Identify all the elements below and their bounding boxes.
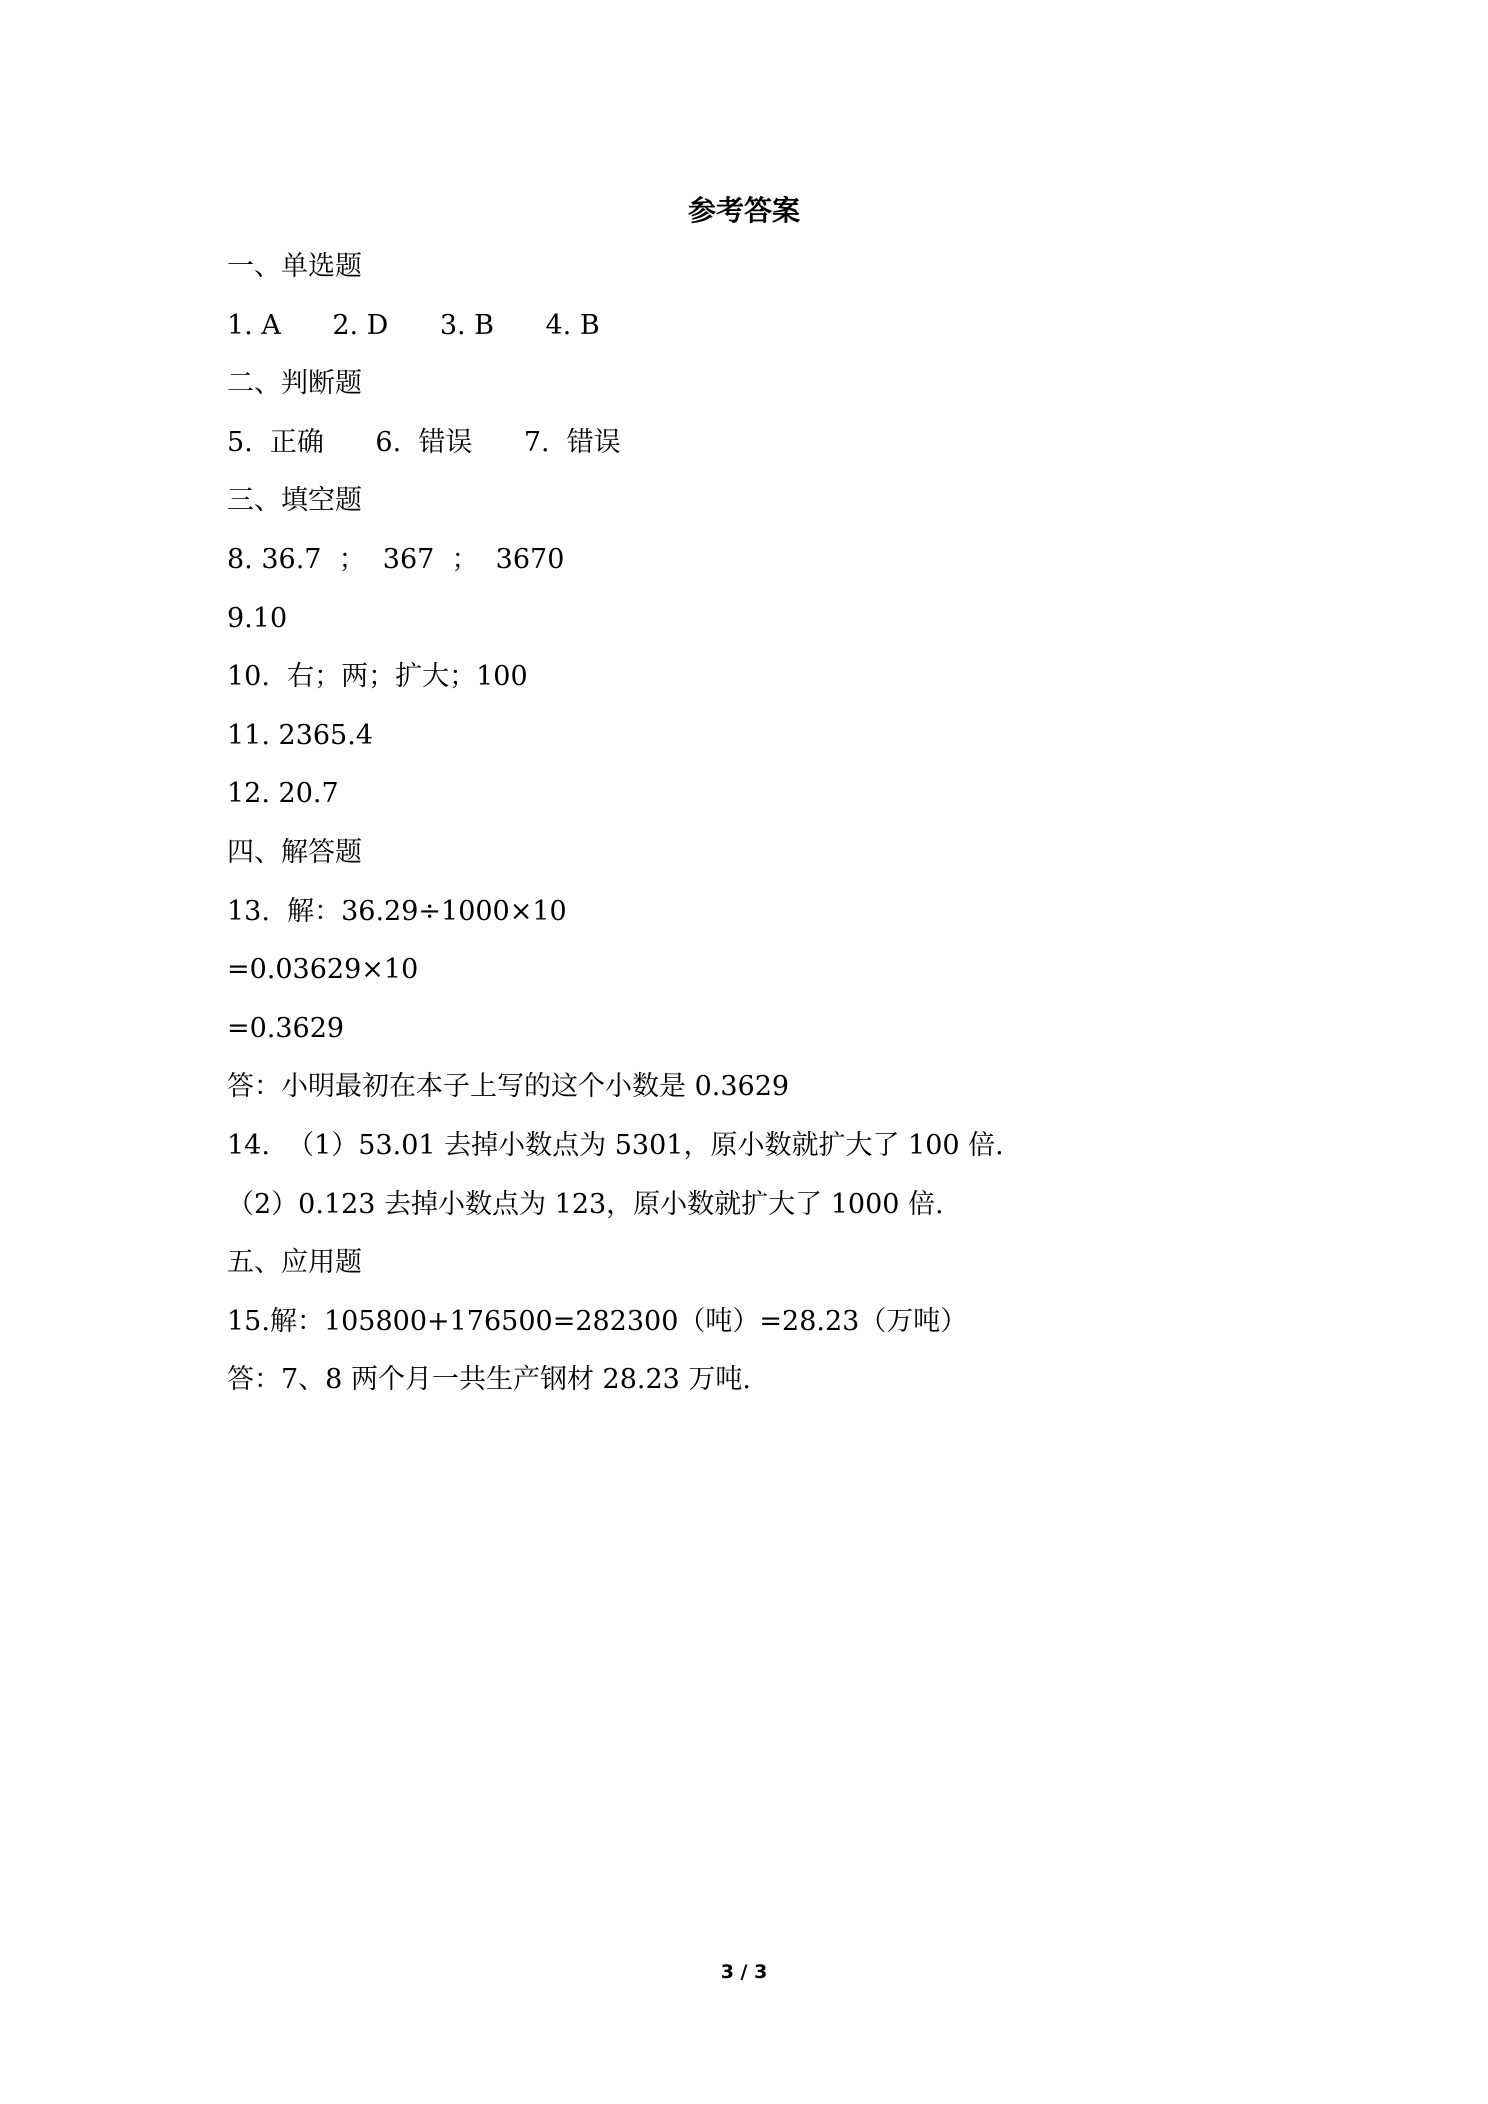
answer-line-10: 10. 右；两；扩大；100 [227, 661, 528, 692]
answer-line-14-part-2: （2）0.123 去掉小数点为 123，原小数就扩大了 1000 倍. [227, 1189, 944, 1220]
answer-line-14-part-1: 14. （1）53.01 去掉小数点为 5301，原小数就扩大了 100 倍. [227, 1130, 1004, 1161]
section-heading-true-false: 二、判断题 [227, 368, 362, 399]
page-title: 参考答案 [687, 194, 800, 227]
answer-line-13-step-2: =0.3629 [227, 1013, 345, 1044]
answer-line-1-4: 1. A 2. D 3. B 4. B [227, 310, 600, 341]
answer-line-13-conclusion: 答：小明最初在本子上写的这个小数是 0.3629 [227, 1071, 790, 1102]
section-heading-single-choice: 一、单选题 [227, 251, 362, 282]
answer-line-15: 15.解：105800+176500=282300（吨）=28.23（万吨） [227, 1306, 968, 1337]
section-heading-fill-blank: 三、填空题 [227, 485, 362, 516]
answer-line-9: 9.10 [227, 603, 288, 634]
answer-line-13: 13. 解：36.29÷1000×10 [227, 896, 567, 927]
answer-line-8: 8. 36.7 ； 367 ； 3670 [227, 544, 565, 575]
answer-line-11: 11. 2365.4 [227, 720, 373, 751]
answer-line-15-conclusion: 答：7、8 两个月一共生产钢材 28.23 万吨. [227, 1364, 751, 1395]
page-number: 3 / 3 [720, 1961, 768, 1983]
answer-line-5-7: 5. 正确 6. 错误 7. 错误 [227, 427, 621, 458]
section-heading-solve: 四、解答题 [227, 837, 362, 868]
answer-line-12: 12. 20.7 [227, 778, 339, 809]
answer-line-13-step-1: =0.03629×10 [227, 954, 419, 985]
section-heading-application: 五、应用题 [227, 1247, 362, 1278]
